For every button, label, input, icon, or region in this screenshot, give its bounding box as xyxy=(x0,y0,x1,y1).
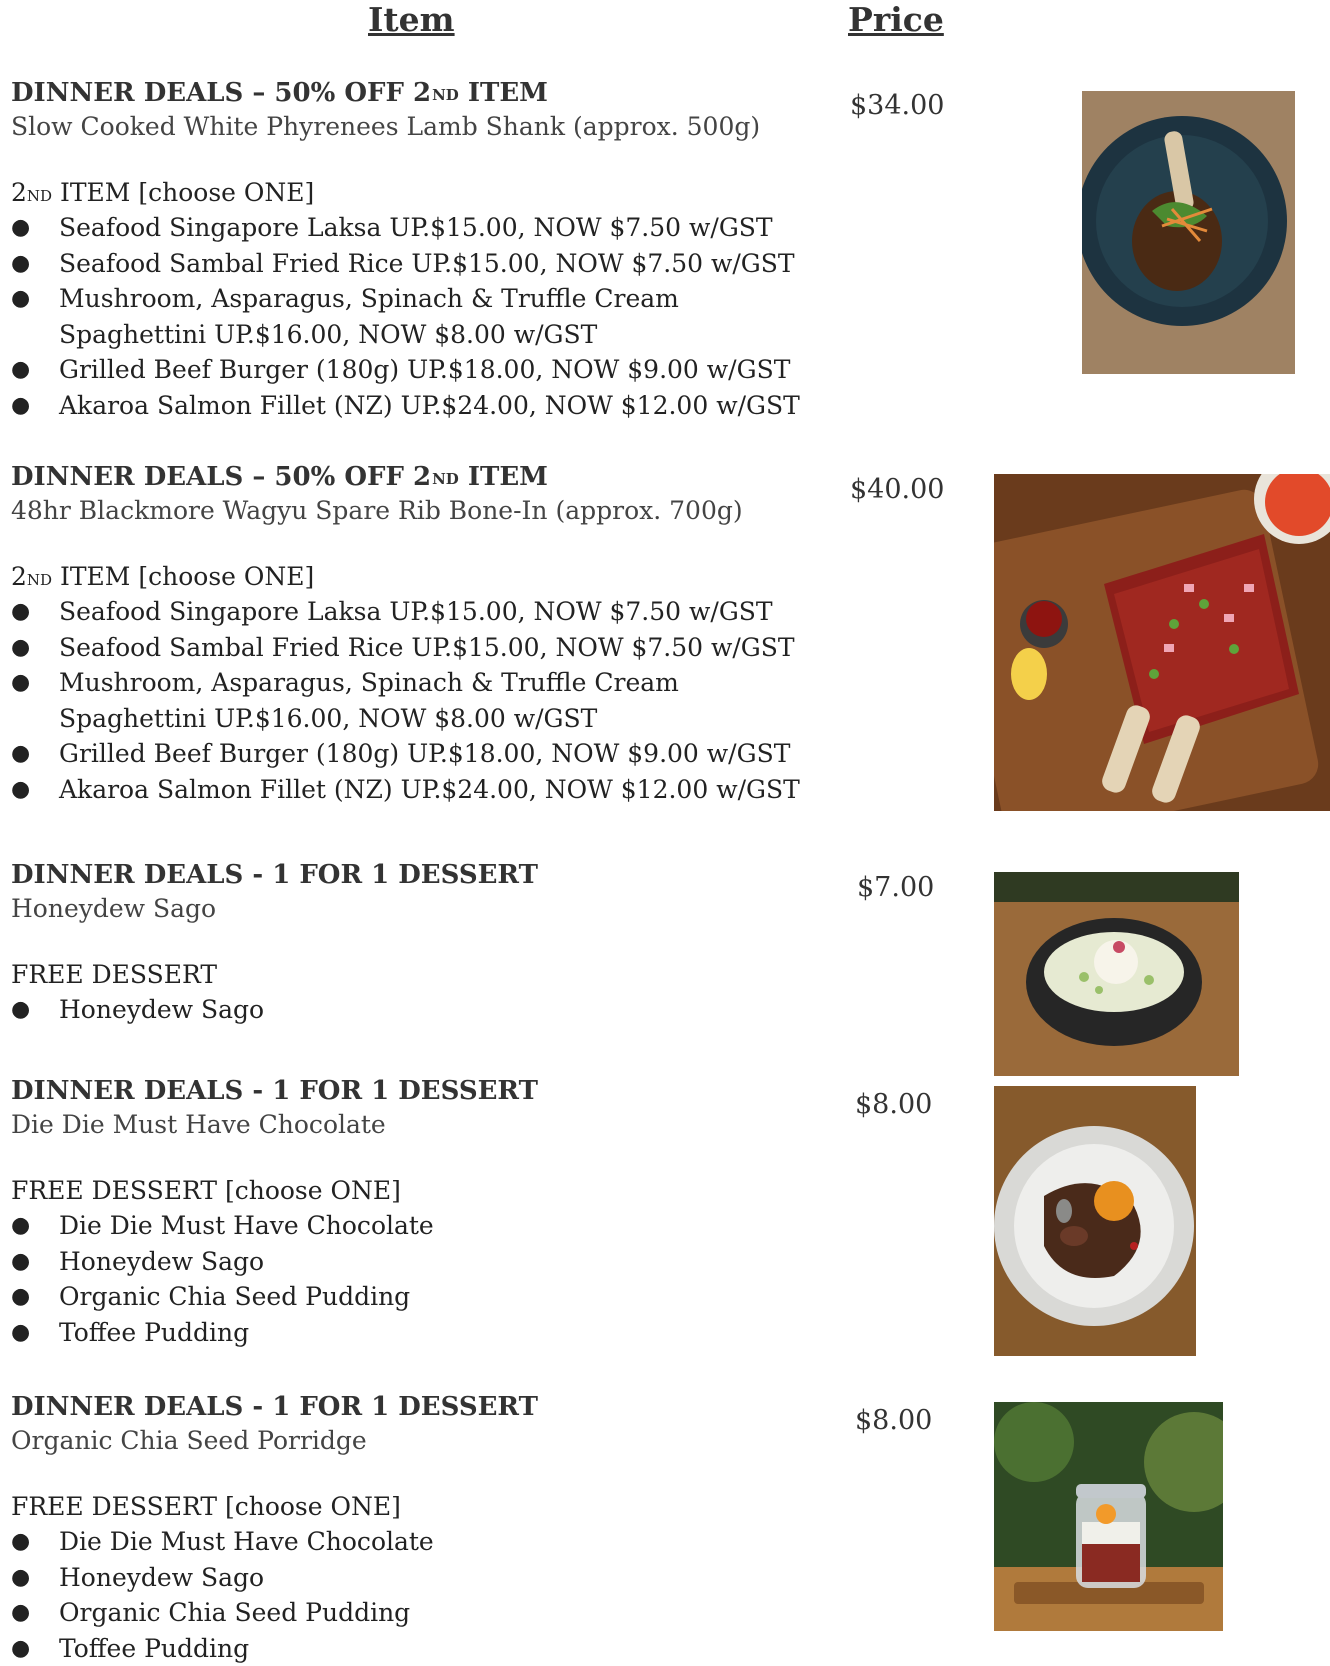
list-item-continuation: Spaghettini UP.$16.00, NOW $8.00 w/GST xyxy=(59,703,598,733)
list-item: ● Grilled Beef Burger (180g) UP.$18.00, NOW $9.00 w/GST xyxy=(11,739,791,768)
deal-price: $7.00 xyxy=(857,872,935,903)
option-list xyxy=(11,992,811,1028)
deal-main-item: 48hr Blackmore Wagyu Spare Rib Bone-In (approx. 700g) xyxy=(11,496,743,525)
deal-main-item: Slow Cooked White Phyrenees Lamb Shank (approx. 500g) xyxy=(11,112,761,141)
free-dessert-heading: FREE DESSERT [choose ONE] xyxy=(11,1176,401,1205)
list-item: ● Organic Chia Seed Pudding xyxy=(11,1282,411,1311)
deal-block xyxy=(11,858,811,1028)
list-item: ● Honeydew Sago xyxy=(11,1246,265,1276)
option-list xyxy=(11,210,811,423)
list-item-continuation: Spaghettini UP.$16.00, NOW $8.00 w/GST xyxy=(59,319,598,349)
deal-main-item: Die Die Must Have Chocolate xyxy=(11,1110,386,1139)
deal-block xyxy=(11,1074,811,1350)
wagyu-rib-photo xyxy=(994,474,1330,811)
list-item: ● Mushroom, Asparagus, Spinach & Truffle Cream xyxy=(11,668,679,697)
list-item: ● Honeydew Sago xyxy=(11,1562,265,1592)
deal-title: DINNER DEALS - 1 FOR 1 DESSERT xyxy=(11,1076,538,1106)
deal-block xyxy=(11,1390,811,1666)
list-item: ● Akaroa Salmon Fillet (NZ) UP.$24.00, NOW $12.00 w/GST xyxy=(11,390,800,420)
list-item: ● Organic Chia Seed Pudding xyxy=(11,1598,411,1627)
deal-title: DINNER DEALS – 50% OFF 2ND ITEM xyxy=(11,462,548,492)
list-item: ● Seafood Sambal Fried Rice UP.$15.00, NOW $7.50 w/GST xyxy=(11,632,795,662)
lamb-shank-photo xyxy=(1082,91,1295,374)
list-item: ● Honeydew Sago xyxy=(11,995,265,1024)
chia-jar-photo xyxy=(994,1402,1223,1631)
list-item: ● Die Die Must Have Chocolate xyxy=(11,1527,434,1556)
deal-price: $34.00 xyxy=(850,90,945,121)
list-item: ● Die Die Must Have Chocolate xyxy=(11,1211,434,1240)
list-item: ● Seafood Sambal Fried Rice UP.$15.00, NOW $7.50 w/GST xyxy=(11,248,795,278)
deal-title: DINNER DEALS - 1 FOR 1 DESSERT xyxy=(11,860,538,890)
item-column-header: Item xyxy=(368,0,455,39)
list-item: ● Toffee Pudding xyxy=(11,1317,250,1347)
list-item: ● Seafood Singapore Laksa UP.$15.00, NOW $7.50 w/GST xyxy=(11,597,773,626)
option-list xyxy=(11,594,811,807)
deal-price: $8.00 xyxy=(855,1089,933,1120)
option-list xyxy=(11,1524,811,1666)
deal-block xyxy=(11,76,811,423)
deal-price: $40.00 xyxy=(850,474,945,505)
deal-main-item: Organic Chia Seed Porridge xyxy=(11,1426,367,1455)
list-item: ● Seafood Singapore Laksa UP.$15.00, NOW $7.50 w/GST xyxy=(11,213,773,242)
deal-title: DINNER DEALS – 50% OFF 2ND ITEM xyxy=(11,78,548,108)
deal-title: DINNER DEALS - 1 FOR 1 DESSERT xyxy=(11,1392,538,1422)
deal-main-item: Honeydew Sago xyxy=(11,894,217,923)
list-item: ● Mushroom, Asparagus, Spinach & Truffle Cream xyxy=(11,284,679,313)
free-dessert-heading: FREE DESSERT xyxy=(11,960,218,989)
price-column-header: Price xyxy=(848,0,944,39)
deal-price: $8.00 xyxy=(855,1405,933,1436)
honeydew-sago-photo xyxy=(994,872,1239,1076)
list-item: ● Grilled Beef Burger (180g) UP.$18.00, NOW $9.00 w/GST xyxy=(11,355,791,384)
second-item-heading: 2ND ITEM [choose ONE] xyxy=(11,178,315,207)
free-dessert-heading: FREE DESSERT [choose ONE] xyxy=(11,1492,401,1521)
list-item: ● Toffee Pudding xyxy=(11,1633,250,1663)
list-item: ● Akaroa Salmon Fillet (NZ) UP.$24.00, NOW $12.00 w/GST xyxy=(11,774,800,804)
deal-block xyxy=(11,460,811,807)
second-item-heading: 2ND ITEM [choose ONE] xyxy=(11,562,315,591)
option-list xyxy=(11,1208,811,1350)
chocolate-dessert-photo xyxy=(994,1086,1196,1356)
